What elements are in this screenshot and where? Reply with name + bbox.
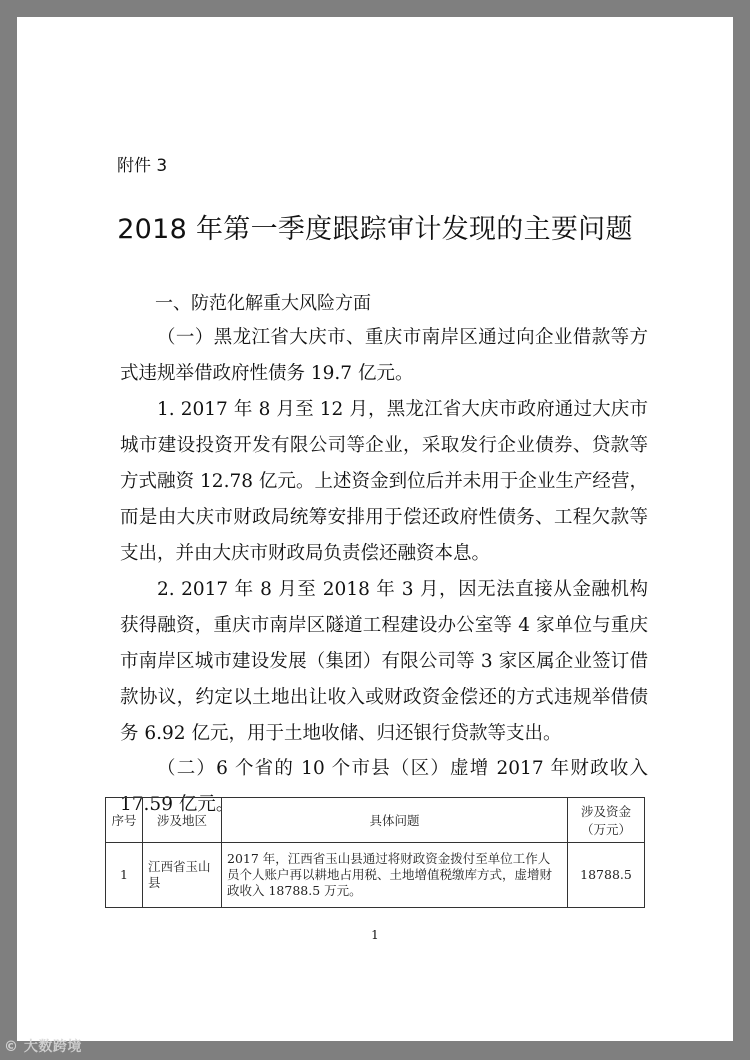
paragraph-2: 1. 2017 年 8 月至 12 月，黑龙江省大庆市政府通过大庆市城市建设投资开发有限公司等企业，采取发行企业债券、贷款等方式融资 12.78 亿元。上述资金到位后并未用于企业生产经营，而是由大庆市财政局统筹安排用于偿还政府性债务、工程欠款等支出，并由大庆市财政局负责偿还融资本息。 <box>120 399 648 564</box>
paragraph-1: （一）黑龙江省大庆市、重庆市南岸区通过向企业借款等方式违规举借政府性债务 19.7 亿元。 <box>120 327 648 384</box>
page-number: 1 <box>371 928 379 942</box>
section-heading: 一、防范化解重大风险方面 <box>155 293 371 314</box>
header-issue: 具体问题 <box>222 798 568 843</box>
table-row <box>106 843 645 908</box>
document-page <box>17 17 733 1041</box>
table-header-row <box>106 798 645 843</box>
cell-number: 1 <box>106 843 143 908</box>
cell-region: 江西省玉山县 <box>143 843 222 908</box>
header-region: 涉及地区 <box>143 798 222 843</box>
cell-amount: 18788.5 <box>568 843 645 908</box>
header-number: 序号 <box>106 798 143 843</box>
issues-table <box>105 797 645 908</box>
cell-issue: 2017 年，江西省玉山县通过将财政资金拨付至单位工作人员个人账户再以耕地占用税、土地增值税缴库方式，虚增财政收入 18788.5 万元。 <box>222 843 568 908</box>
page-title: 2018 年第一季度跟踪审计发现的主要问题 <box>117 214 633 245</box>
paragraph-4: （二）6 个省的 10 个市县（区）虚增 2017 年财政收入 17.59 亿元。 <box>120 758 648 815</box>
watermark: © 大数跨境 <box>4 1039 82 1055</box>
paragraph-3: 2. 2017 年 8 月至 2018 年 3 月，因无法直接从金融机构获得融资，重庆市南岸区隧道工程建设办公室等 4 家单位与重庆市南岸区城市建设发展（集团）有限公司等 3 家区属企业签订借款协议，约定以土地出让收入或财政资金偿还的方式违规举借债务 6.92 亿元，用于土地收储、归还银行贷款等支出。 <box>120 579 648 744</box>
header-amount: 涉及资金（万元） <box>568 798 645 843</box>
attachment-label: 附件 3 <box>117 156 168 176</box>
